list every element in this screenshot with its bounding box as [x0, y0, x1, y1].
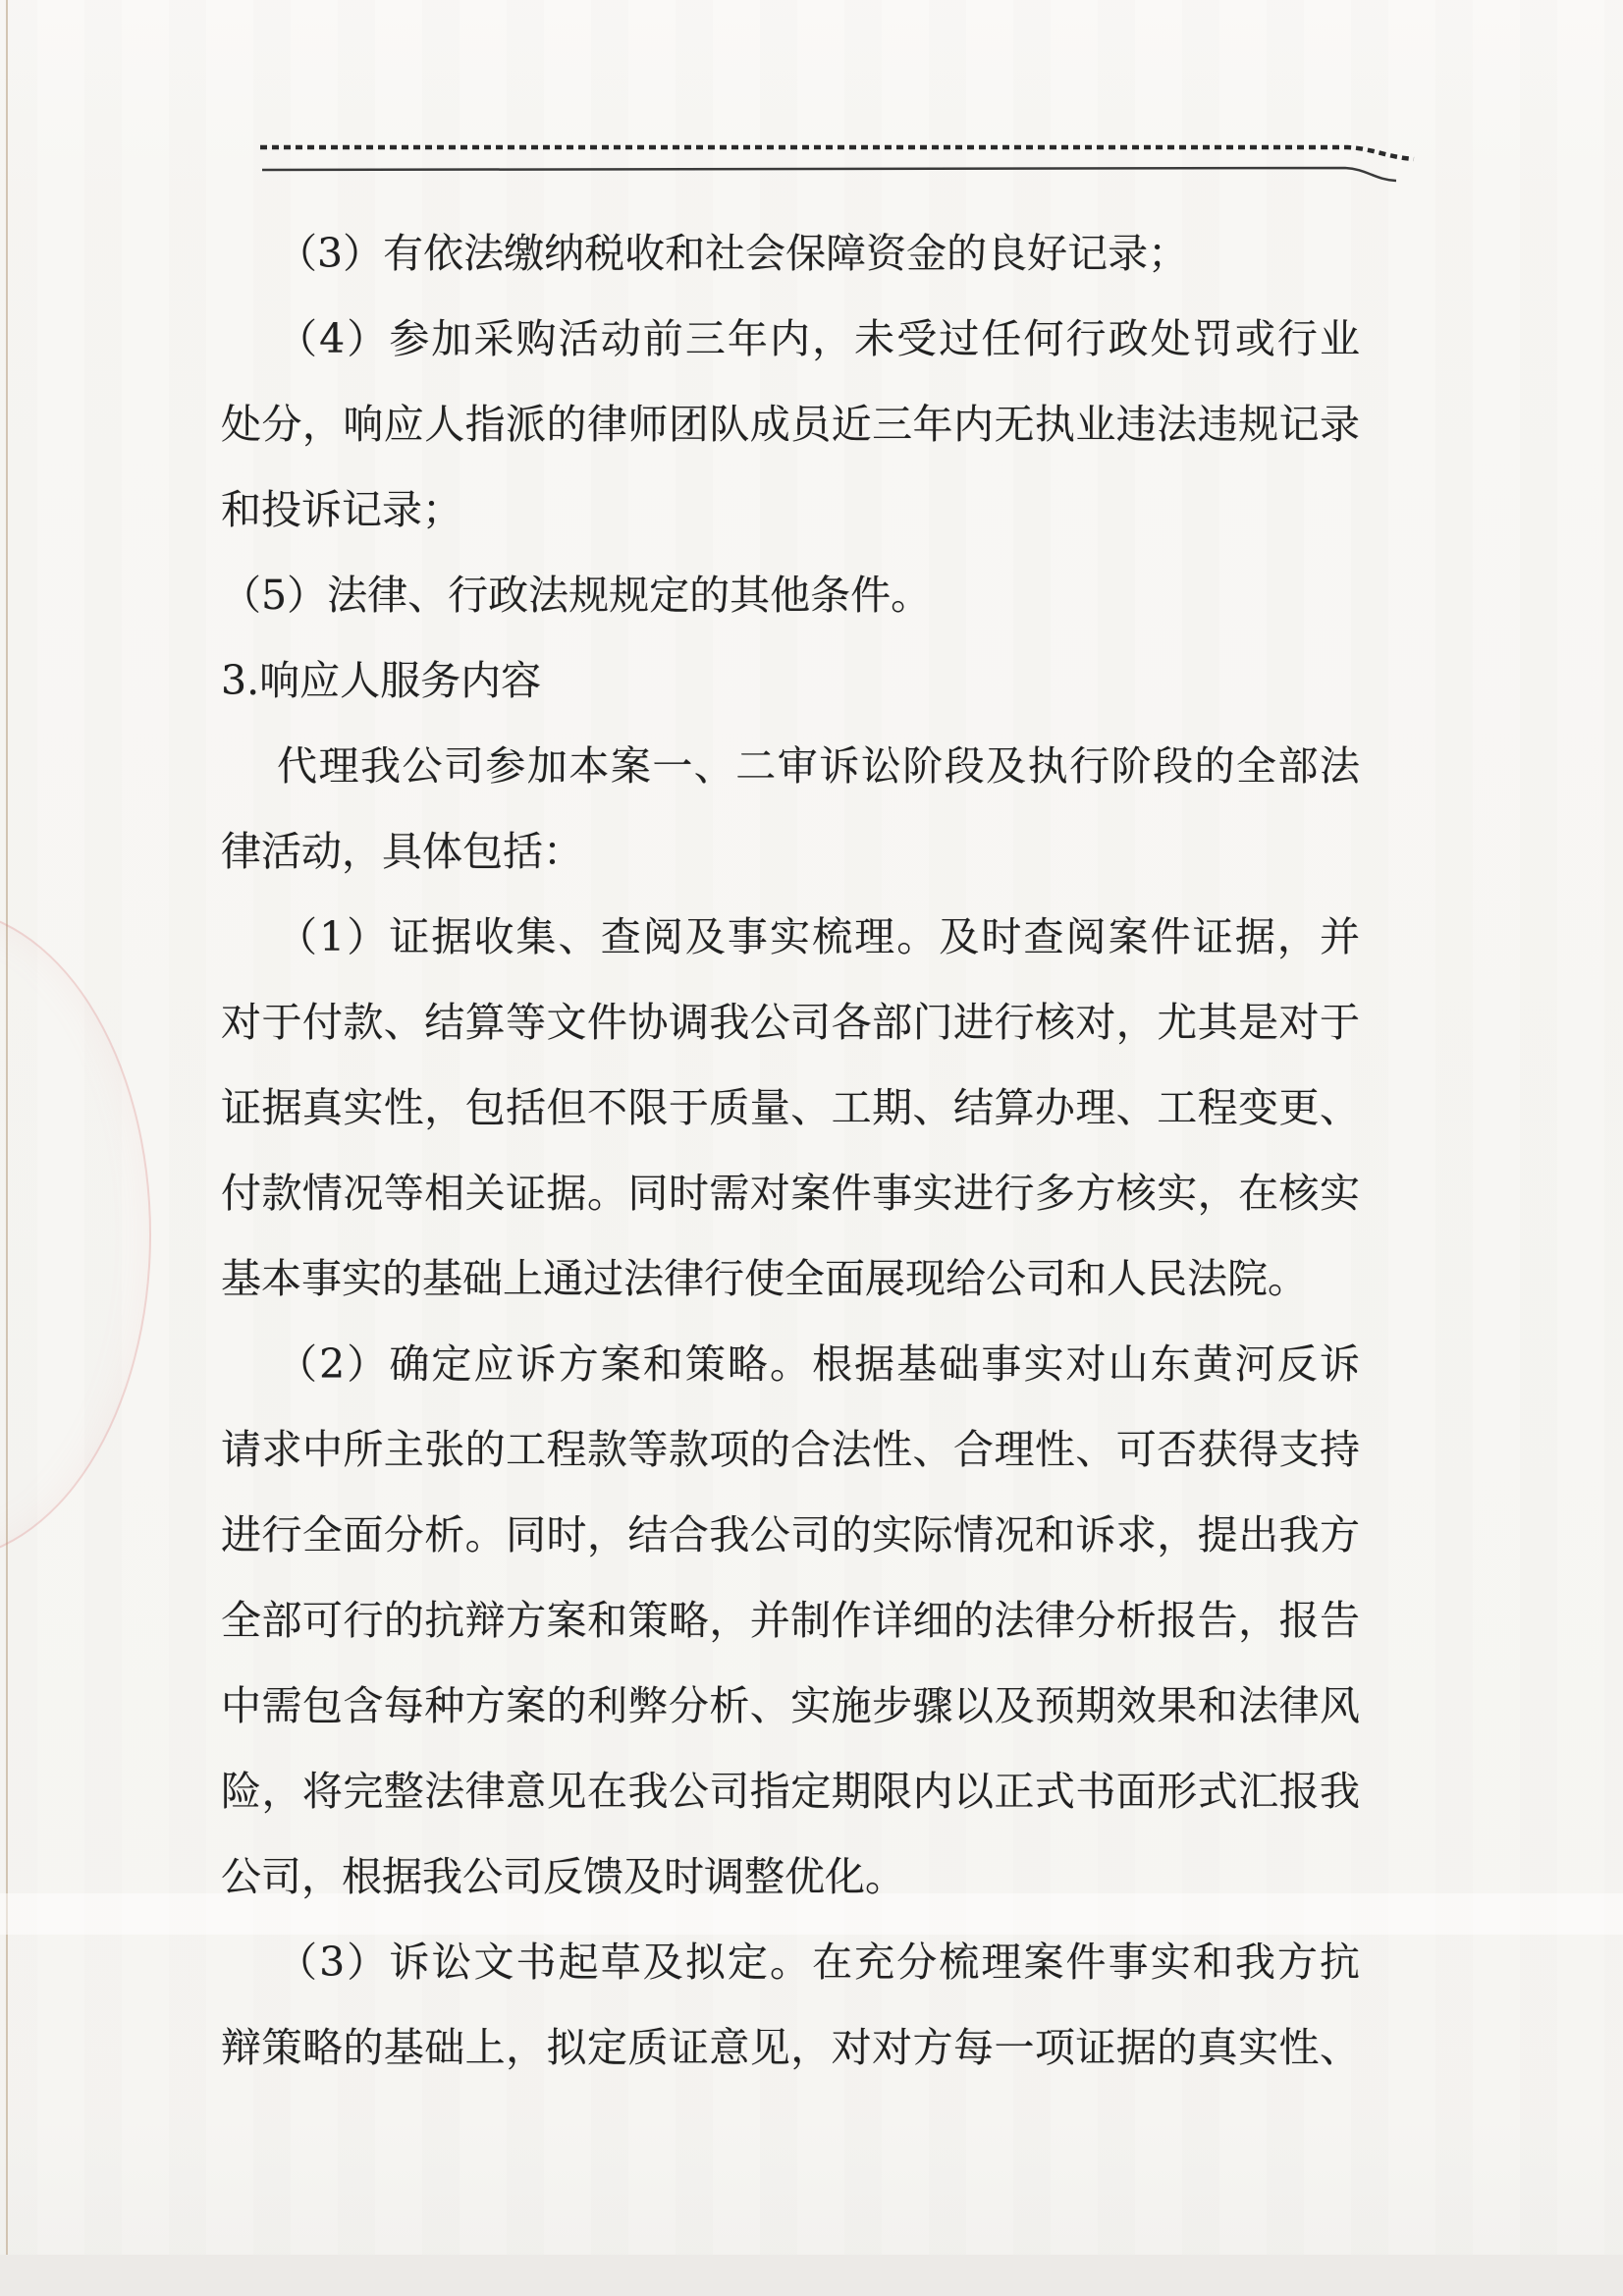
- text-line: 对于付款、结算等文件协调我公司各部门进行核对，尤其是对于: [221, 999, 1360, 1046]
- dashed-rule-line: [260, 147, 1414, 159]
- text-line: 公司，根据我公司反馈及时调整优化。: [221, 1853, 905, 1900]
- text-line: （1）证据收集、查阅及事实梳理。及时查阅案件证据，并: [277, 913, 1360, 960]
- document-body: [221, 211, 1360, 2091]
- text-line: 证据真实性，包括但不限于质量、工期、结算办理、工程变更、: [221, 1084, 1360, 1131]
- text-line: 请求中所主张的工程款等款项的合法性、合理性、可否获得支持: [221, 1426, 1360, 1473]
- text-line: 全部可行的抗辩方案和策略，并制作详细的法律分析报告，报告: [221, 1597, 1360, 1644]
- text-line: 进行全面分析。同时，结合我公司的实际情况和诉求，提出我方: [221, 1511, 1360, 1558]
- text-line: 险，将完整法律意见在我公司指定期限内以正式书面形式汇报我: [221, 1768, 1360, 1815]
- text-line: （3）诉讼文书起草及拟定。在充分梳理案件事实和我方抗: [277, 1939, 1360, 1986]
- header-divider-lines: [0, 0, 1623, 216]
- text-line: 代理我公司参加本案一、二审诉讼阶段及执行阶段的全部法: [277, 742, 1360, 790]
- red-seal-arc: [0, 908, 151, 1560]
- text-line: 处分，响应人指派的律师团队成员近三年内无执业违法违规记录: [221, 401, 1360, 448]
- text-line: （2）确定应诉方案和策略。根据基础事实对山东黄河反诉: [277, 1340, 1360, 1388]
- text-line: （3）有依法缴纳税收和社会保障资金的良好记录；: [277, 230, 1189, 277]
- page-bottom-shadow: [0, 2255, 1623, 2296]
- text-line: 3.响应人服务内容: [221, 657, 542, 704]
- text-line: 辩策略的基础上，拟定质证意见，对对方每一项证据的真实性、: [221, 2024, 1360, 2071]
- text-line: 律活动，具体包括：: [221, 828, 583, 875]
- text-line: 付款情况等相关证据。同时需对案件事实进行多方核实，在核实: [221, 1170, 1360, 1217]
- solid-rule-line: [262, 168, 1396, 181]
- text-line: （4）参加采购活动前三年内，未受过任何行政处罚或行业: [277, 315, 1360, 362]
- text-line: 和投诉记录；: [221, 486, 462, 533]
- text-line: 基本事实的基础上通过法律行使全面展现给公司和人民法院。: [221, 1255, 1308, 1302]
- text-line: （5）法律、行政法规规定的其他条件。: [221, 572, 932, 619]
- text-line: 中需包含每种方案的利弊分析、实施步骤以及预期效果和法律风: [221, 1682, 1360, 1729]
